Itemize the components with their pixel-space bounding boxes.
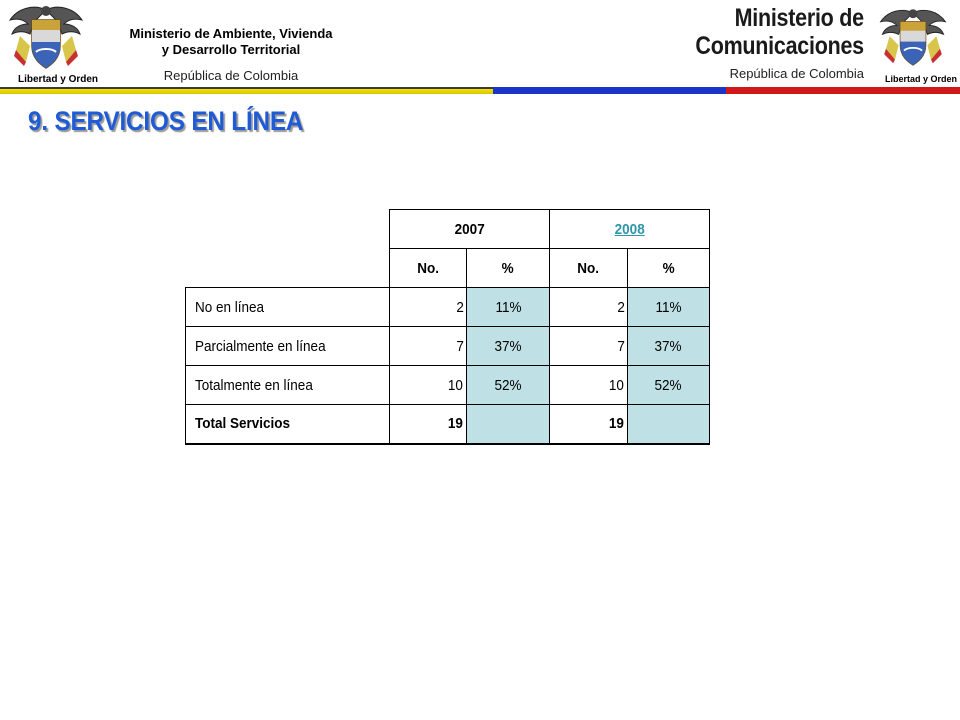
table-header-years — [186, 210, 710, 249]
cell-no-2008: 7 — [550, 327, 628, 366]
table-row-total — [186, 405, 710, 444]
table-header-subcols — [186, 249, 710, 288]
colombia-coat-of-arms-right — [877, 2, 958, 92]
table-row — [186, 288, 710, 327]
cell-pct-2007: 11% — [467, 288, 550, 327]
right-ministry-name-line2: Comunicaciones — [695, 32, 864, 60]
coat-of-arms-icon — [877, 2, 949, 74]
year-2008-link[interactable]: 2008 — [614, 220, 645, 238]
row-label: No en línea — [186, 288, 390, 327]
services-table — [185, 209, 710, 445]
cell-no-2007: 7 — [390, 327, 467, 366]
colombia-coat-of-arms-left — [6, 2, 99, 92]
right-country-name: República de Colombia — [729, 66, 864, 81]
cell-total-pct-2007 — [467, 405, 550, 444]
table-row — [186, 327, 710, 366]
subheader-pct-2007: % — [467, 249, 550, 288]
cell-pct-2007: 52% — [467, 366, 550, 405]
year-header-2007: 2007 — [390, 210, 550, 249]
flag-yellow-stripe — [0, 87, 493, 94]
left-ministry-block — [96, 26, 366, 83]
cell-pct-2008: 52% — [628, 366, 710, 405]
row-label: Totalmente en línea — [186, 366, 390, 405]
cell-pct-2008: 11% — [628, 288, 710, 327]
page-title: 9. SERVICIOS EN LÍNEA — [28, 106, 304, 136]
cell-no-2007: 2 — [390, 288, 467, 327]
right-ministry-name-line1: Ministerio de — [734, 4, 864, 32]
crest-caption: Libertad y Orden — [18, 74, 99, 85]
subheader-no-2007: No. — [390, 249, 467, 288]
empty-header-cell — [186, 210, 390, 249]
cell-no-2008: 10 — [550, 366, 628, 405]
year-header-2008[interactable] — [550, 210, 710, 249]
crest-caption: Libertad y Orden — [885, 74, 958, 84]
table-row — [186, 366, 710, 405]
cell-no-2007: 10 — [390, 366, 467, 405]
cell-pct-2007: 37% — [467, 327, 550, 366]
left-ministry-name-line2: y Desarrollo Territorial — [161, 42, 301, 57]
cell-pct-2008: 37% — [628, 327, 710, 366]
left-country-name: República de Colombia — [163, 68, 299, 83]
coat-of-arms-icon — [6, 2, 86, 74]
flag-blue-stripe — [493, 87, 726, 94]
cell-no-2008: 2 — [550, 288, 628, 327]
right-ministry-block — [668, 4, 864, 81]
cell-total-pct-2008 — [628, 405, 710, 444]
subheader-pct-2008: % — [628, 249, 710, 288]
empty-header-cell — [186, 249, 390, 288]
flag-color-bar — [0, 87, 960, 94]
left-ministry-name-line1: Ministerio de Ambiente, Vivienda — [129, 26, 333, 41]
subheader-no-2008: No. — [550, 249, 628, 288]
cell-total-no-2007: 19 — [390, 405, 467, 444]
row-label-total: Total Servicios — [186, 405, 390, 444]
row-label: Parcialmente en línea — [186, 327, 390, 366]
flag-red-stripe — [726, 87, 960, 94]
cell-total-no-2008: 19 — [550, 405, 628, 444]
